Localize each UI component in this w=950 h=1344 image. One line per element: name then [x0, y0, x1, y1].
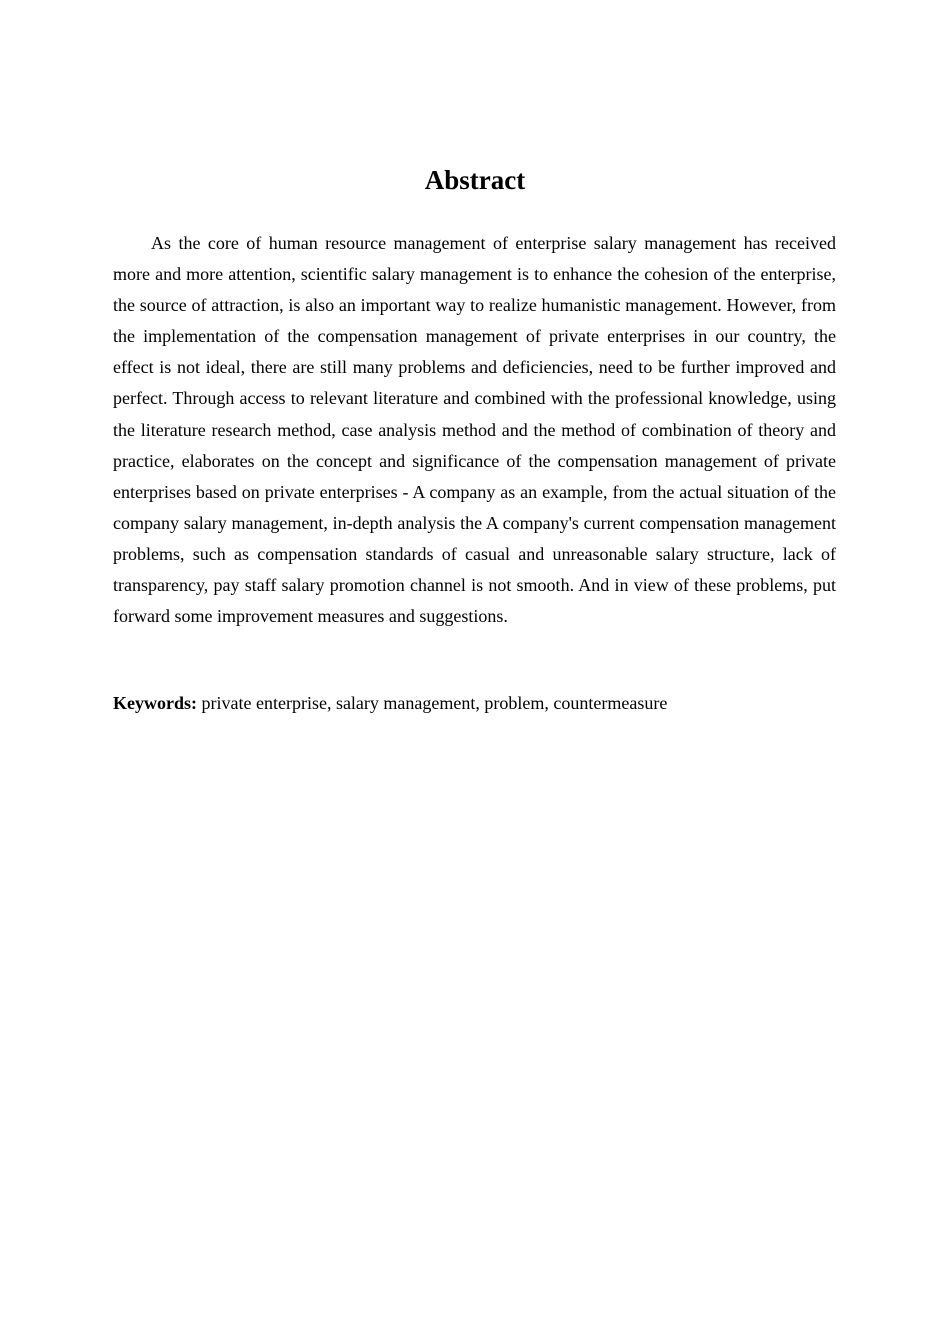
keywords-label: Keywords: [113, 693, 197, 713]
page-title: Abstract [424, 165, 526, 195]
keywords-value: private enterprise, salary management, problem, countermeasure [201, 693, 668, 713]
abstract-paragraph: As the core of human resource management of enterprise salary management has received more and more attention, scientific salary management is to enhance the cohesion of the enterprise, the source of attraction, is also an important way to realize humanistic management. However, from the implementation of the compensation management of private enterprises in our country, the effect is not ideal, there are still many problems and deficiencies, need to be further improved and perfect. Through access to relevant literature and combined with the professional knowledge, using the literature research method, case analysis method and the method of combination of theory and practice, elaborates on the concept and significance of the compensation management of private enterprises based on private enterprises - A company as an example, from the actual situation of the company salary management, in-depth analysis the A company's current compensation management problems, such as compensation standards of casual and unreasonable salary structure, lack of transparency, pay staff salary promotion channel is not smooth. And in view of these problems, put forward some improvement measures and suggestions. [113, 233, 836, 627]
keywords-line [113, 688, 836, 719]
